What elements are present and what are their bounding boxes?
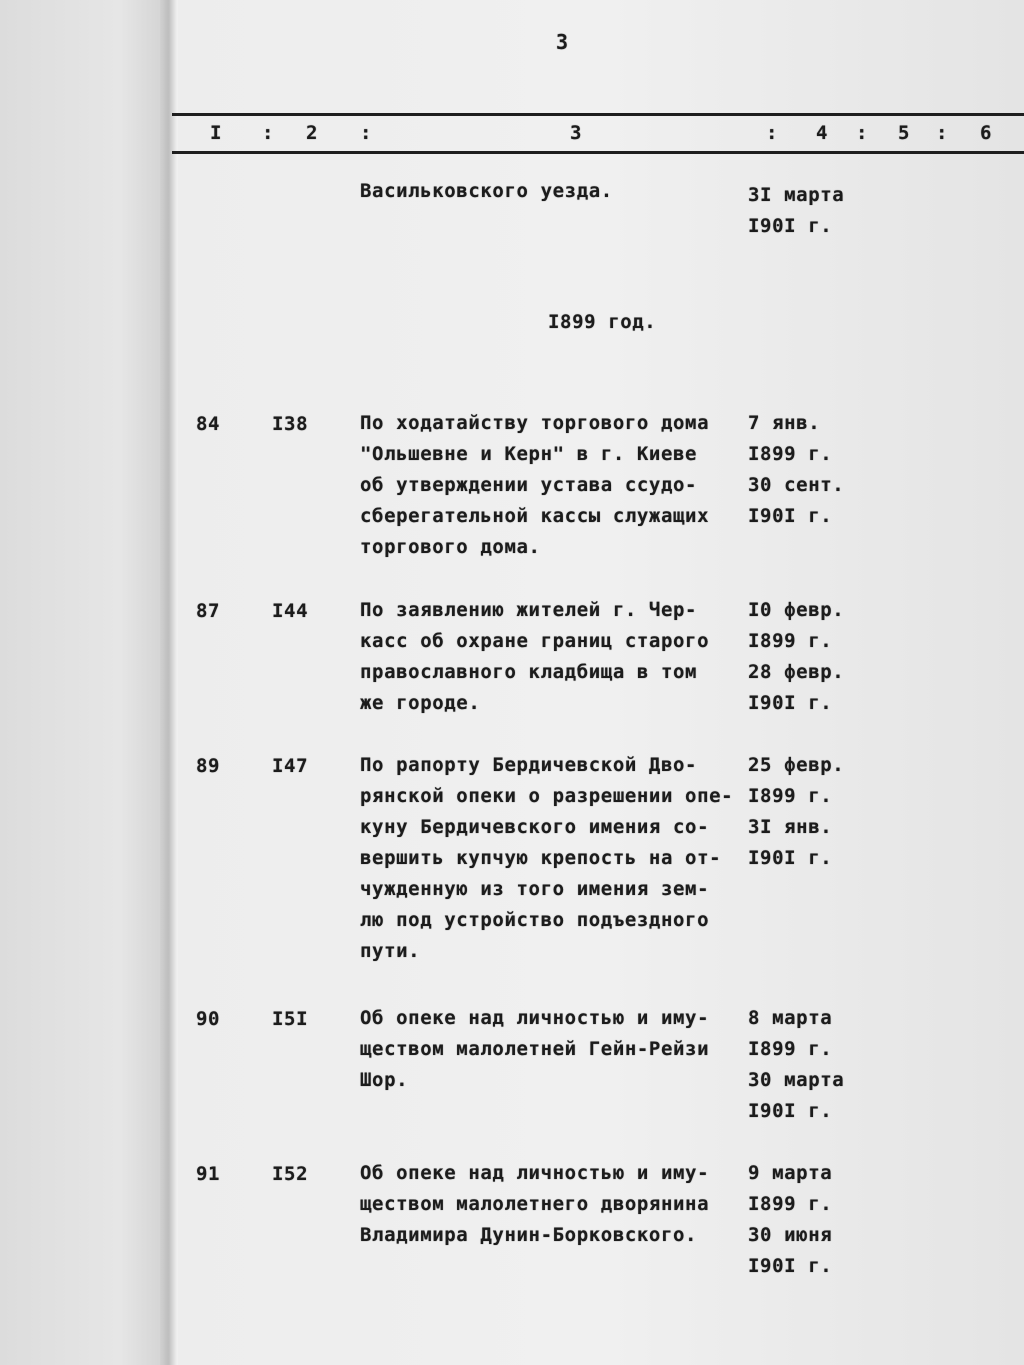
date-line: I0 февр.: [748, 599, 845, 621]
date-line: I90I г.: [748, 847, 833, 869]
description-line: По ходатайству торгового дома: [360, 412, 710, 434]
date-line: 8 марта: [748, 1007, 833, 1029]
description-line: пути.: [360, 940, 421, 962]
date-line: 9 марта: [748, 1162, 833, 1184]
date-line: I90I г.: [748, 215, 833, 237]
date-line: 3I янв.: [748, 816, 833, 838]
entry-case-number: I44: [272, 600, 309, 622]
entry-number: 90: [196, 1008, 221, 1030]
date-line: I899 г.: [748, 1038, 833, 1060]
page-number: 3: [556, 30, 569, 54]
date-line: I899 г.: [748, 630, 833, 652]
header-rule-top: [172, 113, 1024, 116]
continuation-dates: [748, 180, 844, 242]
header-col-4: 4: [816, 122, 829, 144]
entry-dates: [748, 595, 844, 719]
entry-number: 84: [196, 413, 221, 435]
description-line: ществом малолетнего дворянина: [360, 1193, 710, 1215]
date-line: 30 марта: [748, 1069, 845, 1091]
header-rule-bottom: [172, 151, 1024, 154]
date-line: 28 февр.: [748, 661, 845, 683]
entry-case-number: I52: [272, 1163, 309, 1185]
description-line: об утверждении устава ссудо-: [360, 474, 698, 496]
entry-case-number: I38: [272, 413, 309, 435]
entry-number: 91: [196, 1163, 221, 1185]
entry-case-number: I5I: [272, 1008, 309, 1030]
section-title: I899 год.: [548, 311, 657, 333]
header-sep-1: :: [262, 122, 275, 144]
entry-description: [360, 408, 709, 563]
header-col-1: I: [210, 122, 223, 144]
entry-dates: [748, 408, 844, 532]
description-line: Об опеке над личностью и иму-: [360, 1007, 710, 1029]
description-line: По заявлению жителей г. Чер-: [360, 599, 698, 621]
date-line: I899 г.: [748, 1193, 833, 1215]
description-line: лю под устройство подъездного: [360, 909, 710, 931]
description-line: вершить купчую крепость на от-: [360, 847, 722, 869]
description-line: куну Бердичевского имения со-: [360, 816, 710, 838]
header-col-3: 3: [570, 122, 583, 144]
description-line: ществом малолетней Гейн-Рейзи: [360, 1038, 710, 1060]
entry-case-number: I47: [272, 755, 309, 777]
date-line: 7 янв.: [748, 412, 821, 434]
description-line: Владимира Дунин-Борковского.: [360, 1224, 698, 1246]
description-line: Шор.: [360, 1069, 409, 1091]
date-line: I899 г.: [748, 785, 833, 807]
date-line: I90I г.: [748, 505, 833, 527]
header-sep-4: :: [856, 122, 869, 144]
entry-number: 87: [196, 600, 221, 622]
entry-description: [360, 595, 709, 719]
entry-dates: [748, 1003, 844, 1127]
date-line: 30 сент.: [748, 474, 845, 496]
date-line: I899 г.: [748, 443, 833, 465]
description-line: "Ольшевне и Керн" в г. Киеве: [360, 443, 698, 465]
description-line: По рапорту Бердичевской Дво-: [360, 754, 698, 776]
description-line: сберегательной кассы служащих: [360, 505, 710, 527]
description-line: рянской опеки о разрешении опе-: [360, 785, 734, 807]
entry-dates: [748, 1158, 832, 1282]
header-sep-3: :: [766, 122, 779, 144]
description-line: чужденную из того имения зем-: [360, 878, 710, 900]
date-line: I90I г.: [748, 692, 833, 714]
entry-number: 89: [196, 755, 221, 777]
description-line: Об опеке над личностью и иму-: [360, 1162, 710, 1184]
description-line: же городе.: [360, 692, 481, 714]
header-sep-2: :: [360, 122, 373, 144]
description-line: касс об охране границ старого: [360, 630, 710, 652]
date-line: 3I марта: [748, 184, 845, 206]
continuation-text: Васильковского уезда.: [360, 180, 613, 202]
header-col-2: 2: [306, 122, 319, 144]
date-line: I90I г.: [748, 1100, 833, 1122]
date-line: I90I г.: [748, 1255, 833, 1277]
header-col-6: 6: [980, 122, 993, 144]
header-col-5: 5: [898, 122, 911, 144]
description-line: православного кладбища в том: [360, 661, 698, 683]
binding-shadow: [160, 0, 178, 1365]
date-line: 30 июня: [748, 1224, 833, 1246]
date-line: 25 февр.: [748, 754, 845, 776]
entry-description: [360, 1158, 709, 1251]
entry-dates: [748, 750, 844, 874]
entry-description: [360, 1003, 709, 1096]
header-sep-5: :: [936, 122, 949, 144]
entry-description: [360, 750, 733, 967]
description-line: торгового дома.: [360, 536, 541, 558]
